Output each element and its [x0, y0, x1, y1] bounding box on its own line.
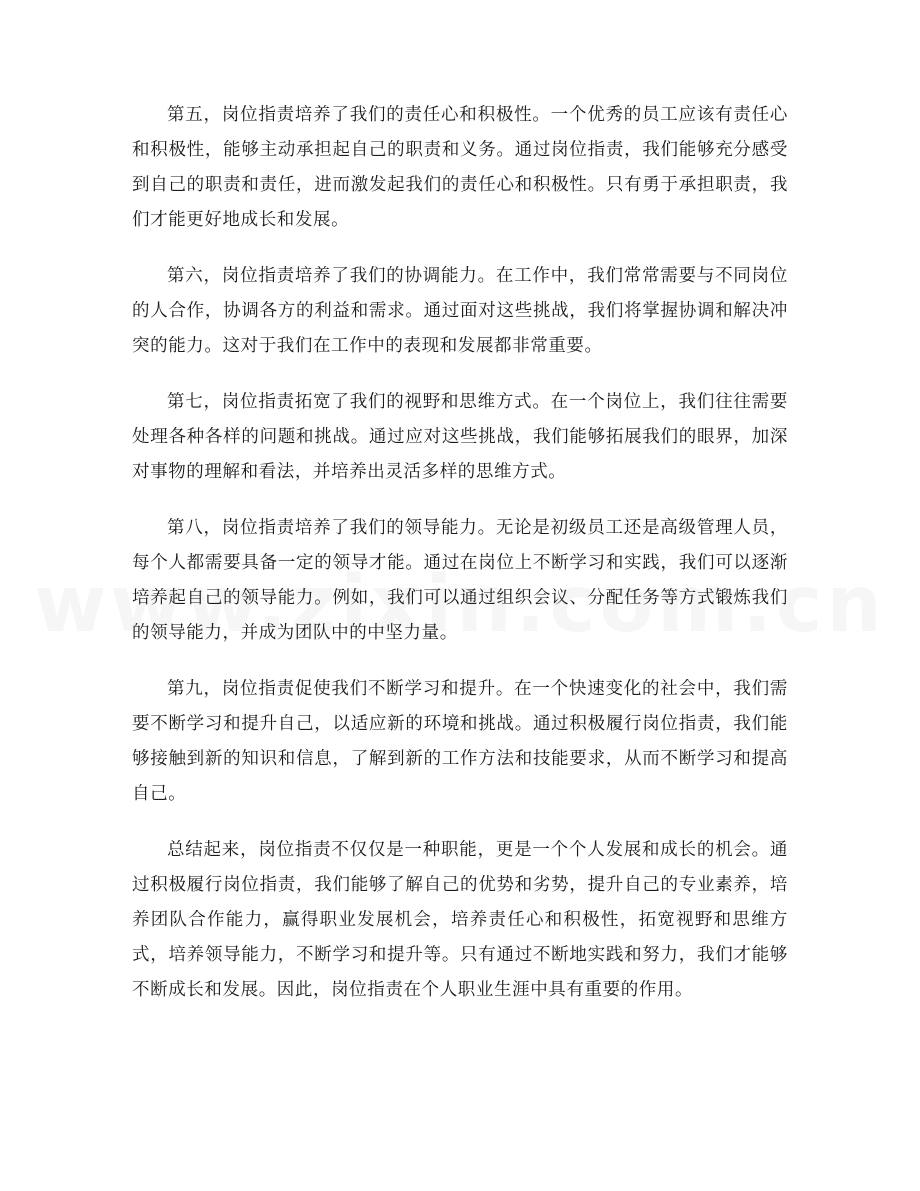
paragraph-6: 第六，岗位指责培养了我们的协调能力。在工作中，我们常常需要与不同岗位的人合作，协调各方的利益和需求。通过面对这些挑战，我们将掌握协调和解决冲突的能力。这对于我们在工作中的表现和发展都非常重要。	[132, 266, 788, 356]
paragraph-5: 第五，岗位指责培养了我们的责任心和积极性。一个优秀的员工应该有责任心和积极性，能够主动承担起自己的职责和义务。通过岗位指责，我们能够充分感受到自己的职责和责任，进而激发起我们的责任心和积极性。只有勇于承担职责，我们才能更好地成长和发展。	[132, 105, 788, 230]
paragraph-9: 第九，岗位指责促使我们不断学习和提升。在一个快速变化的社会中，我们需要不断学习和提升自己，以适应新的环境和挑战。通过积极履行岗位指责，我们能够接触到新的知识和信息，了解到新的工作方法和技能要求，从而不断学习和提高自己。	[132, 679, 788, 804]
document-body	[132, 98, 788, 1029]
paragraph-7: 第七，岗位指责拓宽了我们的视野和思维方式。在一个岗位上，我们往往需要处理各种各样的问题和挑战。通过应对这些挑战，我们能够拓展我们的眼界，加深对事物的理解和看法，并培养出灵活多样的思维方式。	[132, 392, 788, 482]
paragraph-summary: 总结起来，岗位指责不仅仅是一种职能，更是一个个人发展和成长的机会。通过积极履行岗位指责，我们能够了解自己的优势和劣势，提升自己的专业素养，培养团队合作能力，赢得职业发展机会，培养责任心和积极性，拓宽视野和思维方式，培养领导能力，不断学习和提升等。只有通过不断地实践和努力，我们才能够不断成长和发展。因此，岗位指责在个人职业生涯中具有重要的作用。	[132, 840, 788, 1000]
paragraph-8: 第八，岗位指责培养了我们的领导能力。无论是初级员工还是高级管理人员，每个人都需要具备一定的领导才能。通过在岗位上不断学习和实践，我们可以逐渐培养起自己的领导能力。例如，我们可以通过组织会议、分配任务等方式锻炼我们的领导能力，并成为团队中的中坚力量。	[132, 518, 788, 643]
